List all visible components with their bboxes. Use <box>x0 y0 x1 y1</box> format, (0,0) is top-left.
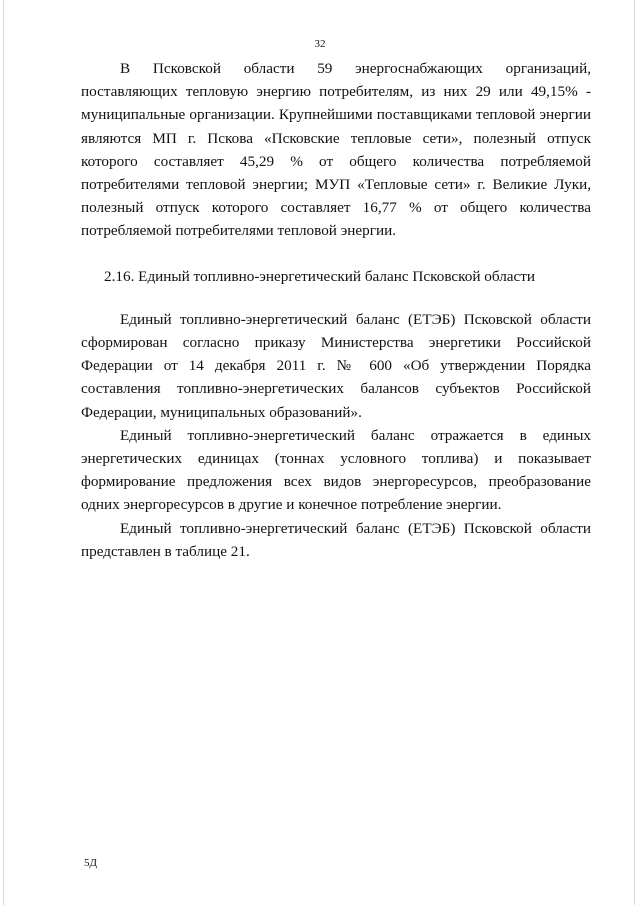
paragraph-etb-table-ref: Единый топливно-энергетический баланс (ЕТЭБ) Псковской области представлен в таблице 21. <box>81 519 591 560</box>
paragraph-heat-suppliers: В Псковской области 59 энергоснабжающих организаций, поставляющих тепловую энергию потребителям, из них 29 или 49,15% - муниципальные организации. Крупнейшими поставщиками тепловой энергии являются МП г. Пскова «Псковские тепловые сети», полезный отпуск которого составляет 45,29 % от общего количества потребляемой потребителями тепловой энергии; МУП «Тепловые сети» г. Великие Луки, полезный отпуск которого составляет 16,77 % от общего количества потребляемой потребителями тепловой энергии. <box>81 60 591 240</box>
document-body <box>81 57 591 563</box>
section-heading: 2.16. Единый топливно-энергетический баланс Псковской области <box>104 267 536 285</box>
left-scan-edge <box>3 0 4 905</box>
right-scan-edge <box>634 0 635 905</box>
footer-mark: 5Д <box>84 857 98 869</box>
page-number: 32 <box>314 38 326 50</box>
paragraph-etb-formation: Единый топливно-энергетический баланс (ЕТЭБ) Псковской области сформирован согласно приказу Министерства энергетики Российской Федерации от 14 декабря 2011 г. № 600 «Об утверждении Порядка составления топливно-энергетических балансов субъектов Российской Федерации, муниципальных образований». <box>81 310 591 421</box>
paragraph-etb-units: Единый топливно-энергетический баланс отражается в единых энергетических единицах (тоннах условного топлива) и показывает формирование предложения всех видов энергоресурсов, преобразование одних энергоресурсов в другие и конечное потребление энергии. <box>81 426 591 514</box>
